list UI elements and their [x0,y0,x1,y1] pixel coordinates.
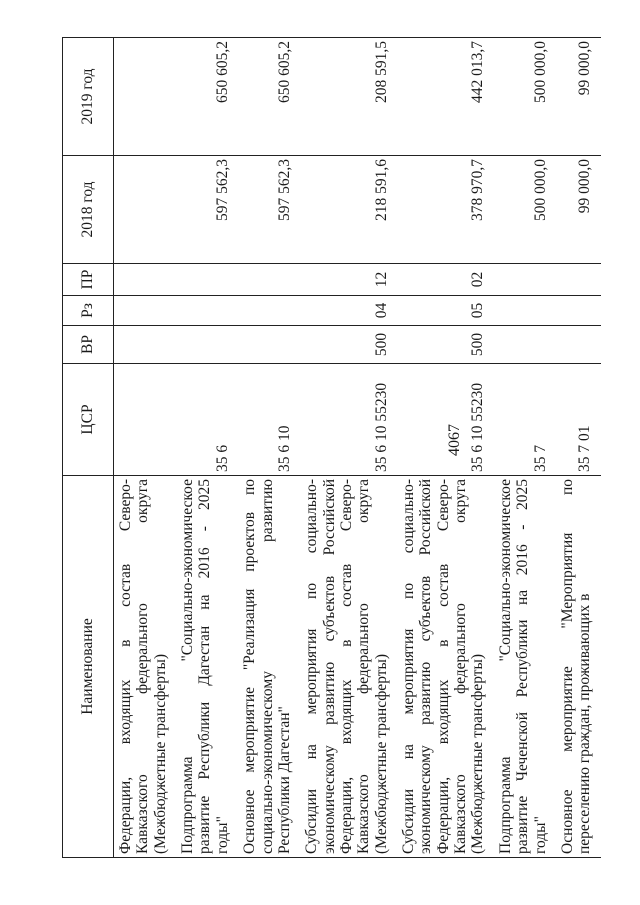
row-pr [238,264,300,296]
row-rz [556,296,601,326]
row-2018 [114,156,177,264]
row-csr: 35 7 [494,364,556,476]
row-name [114,476,177,858]
row-name [176,476,238,858]
row-name-line: Субсидии на мероприятия по социально- [400,479,418,854]
header-row [63,38,114,858]
row-csr: 35 6 10 55230 [397,364,494,476]
row-vr: 500 [300,326,397,364]
row-name-line: Субсидии на мероприятия по социально- [303,479,321,854]
row-name-line: социально-экономическому развитию [258,479,276,854]
row-2019: 500 000,0 [494,38,556,156]
row-name-line: (Межбюджетные трансферты) [372,653,390,854]
row-pr: 02 [397,264,494,296]
header-pr: ПР [63,264,114,296]
table-row [556,38,601,858]
row-name [556,476,601,858]
budget-table-wrapper [62,38,594,858]
row-csr: 35 7 01 [556,364,601,476]
row-2019: 650 605,2 [176,38,238,156]
row-name-line: (Межбюджетные трансферты) [151,653,169,854]
table-row [114,38,177,858]
row-vr [494,326,556,364]
table-row [300,38,397,858]
row-name-line: Кавказского федерального округа [452,479,470,854]
row-pr [114,264,177,296]
row-name-line: Основное мероприятие "Реализация проектов по [241,479,259,854]
row-vr [556,326,601,364]
row-name-line: Кавказского федерального округа [355,479,373,854]
row-name-line: развитие Чеченской Республики на 2016 - 2025 [514,479,532,854]
row-vr [238,326,300,364]
row-2019: 650 605,2 [238,38,300,156]
header-csr: ЦСР [63,364,114,476]
row-pr [494,264,556,296]
row-2018: 378 970,7 [397,156,494,264]
row-name-line: Федерации, входящих в состав Северо- [117,479,134,854]
row-csr [114,364,177,476]
row-2019 [114,38,177,156]
row-2018: 500 000,0 [494,156,556,264]
row-vr [114,326,177,364]
row-name-line: экономическому развитию субъектов Российской [320,479,338,854]
row-rz [238,296,300,326]
row-pr [556,264,601,296]
row-name [397,476,494,858]
row-name-line: Основное мероприятие "Мероприятия по [558,479,576,854]
row-name-line: годы" [531,816,549,854]
row-2018: 99 000,0 [556,156,601,264]
row-vr [176,326,238,364]
row-name-line: Подпрограмма "Социально-экономическое [179,479,197,854]
header-rz: Рз [63,296,114,326]
budget-table [62,37,601,858]
table-row [494,38,556,858]
row-name-line: экономическому развитию субъектов Российской [417,479,435,854]
row-csr: 35 6 10 55230 [300,364,397,476]
header-vr: ВР [63,326,114,364]
row-name-line: Федерации, входящих в состав Северо- [337,479,355,854]
row-pr: 12 [300,264,397,296]
row-name-line: Кавказского федерального округа [134,479,152,854]
row-name-line: годы" [213,816,231,854]
table-row [238,38,300,858]
table-row [176,38,238,858]
row-name [238,476,300,858]
row-2019: 99 000,0 [556,38,601,156]
page-number: 4067 [446,424,463,456]
row-2018: 597 562,3 [238,156,300,264]
header-name: Наименование [63,476,114,858]
row-2018: 218 591,6 [300,156,397,264]
row-2019: 208 591,5 [300,38,397,156]
row-rz [114,296,177,326]
row-rz [176,296,238,326]
row-csr: 35 6 [176,364,238,476]
row-name-line: (Межбюджетные трансферты) [469,653,487,854]
row-csr: 35 6 10 [238,364,300,476]
row-name-line: развитие Республики Дагестан на 2016 - 2025 [196,479,214,854]
row-name-line: Подпрограмма "Социально-экономическое [496,479,514,854]
row-name-line: Республики Дагестан" [275,706,293,854]
row-name [494,476,556,858]
row-rz [494,296,556,326]
header-2018: 2018 год [63,156,114,264]
row-2018: 597 562,3 [176,156,238,264]
table-row [397,38,494,858]
row-pr [176,264,238,296]
row-rz: 04 [300,296,397,326]
row-rz: 05 [397,296,494,326]
row-name [300,476,397,858]
row-vr: 500 [397,326,494,364]
header-2019: 2019 год [63,38,114,156]
row-2019: 442 013,7 [397,38,494,156]
row-name-line: переселению граждан, проживающих в [576,593,594,854]
row-name-line: Федерации, входящих в состав Северо- [434,479,452,854]
